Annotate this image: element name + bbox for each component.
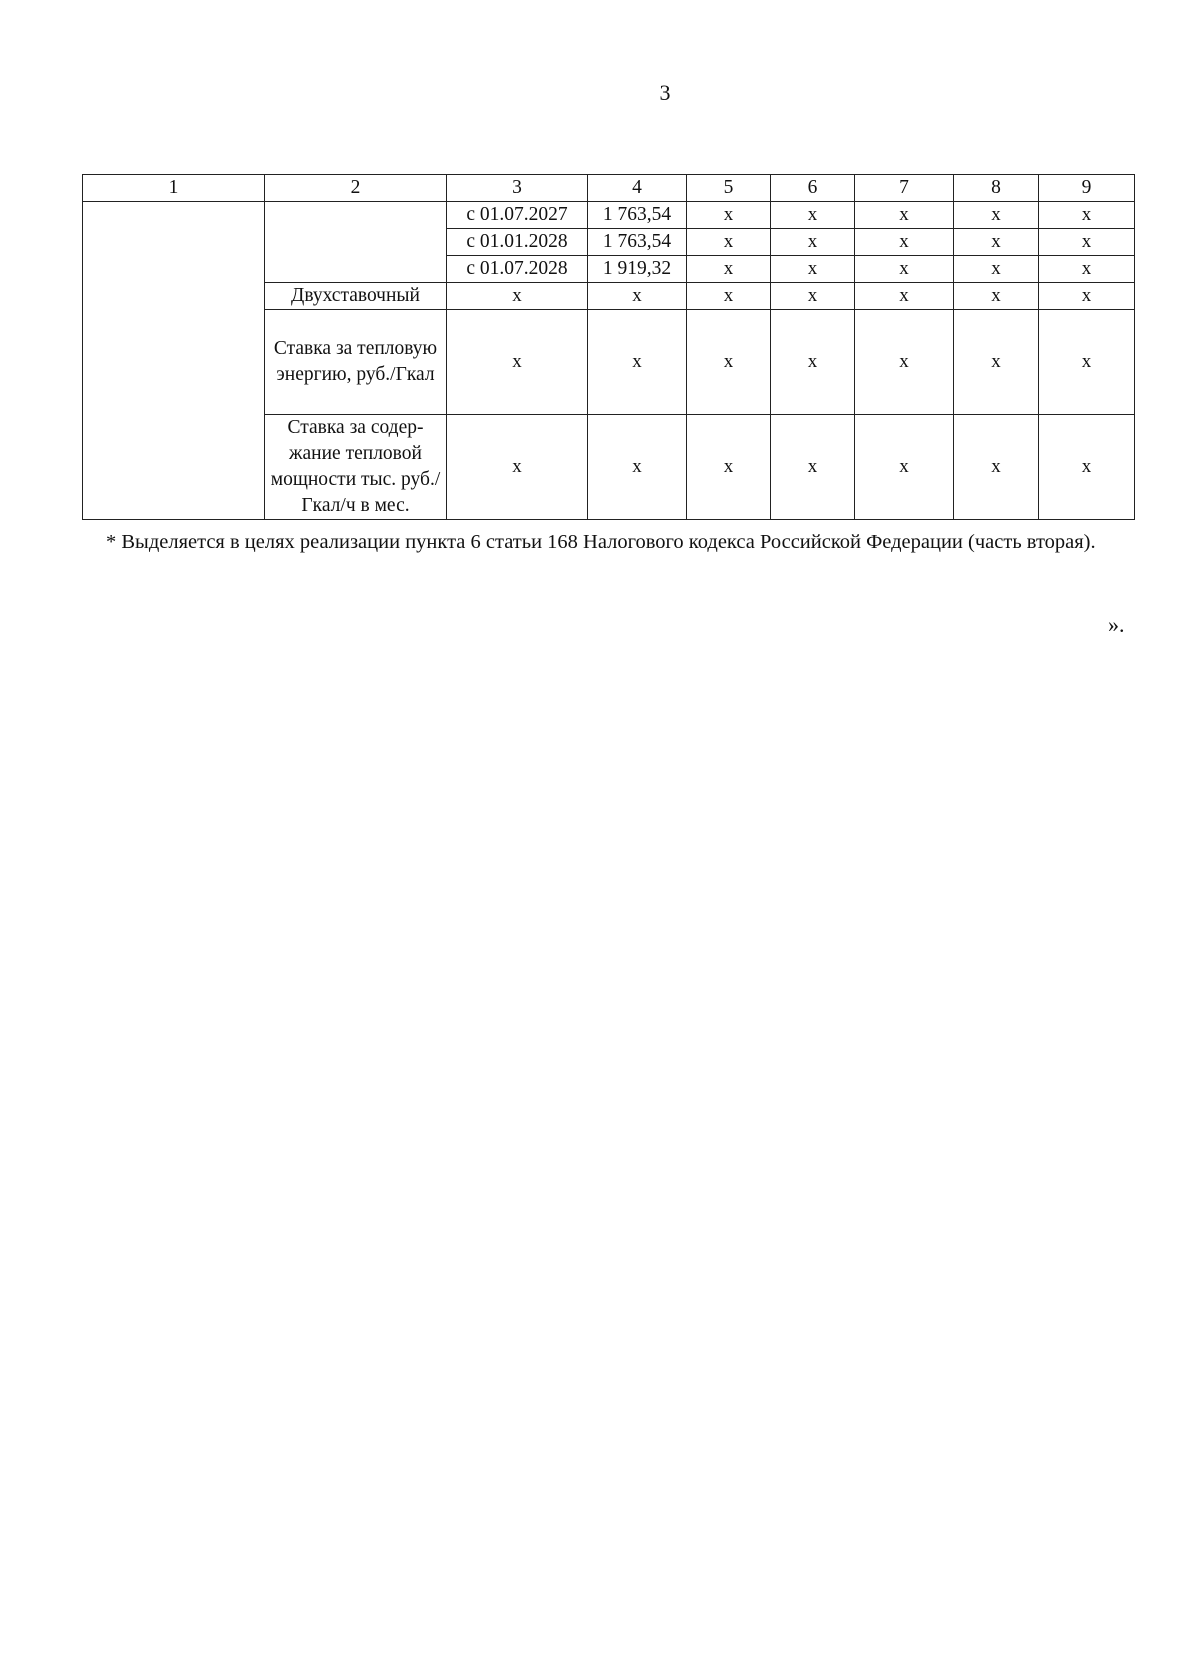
mark-cell: x [447,415,588,520]
header-cell: 8 [954,175,1039,202]
mark-cell: x [1039,283,1135,310]
mark-cell: x [954,310,1039,415]
period-cell: с 01.07.2027 [447,202,588,229]
mark-cell: x [588,310,687,415]
tariff-table [82,174,1135,520]
mark-cell: x [1039,229,1135,256]
value-cell: 1 763,54 [588,229,687,256]
mark-cell: x [447,283,588,310]
mark-cell: x [855,283,954,310]
mark-cell: x [954,202,1039,229]
mark-cell: x [1039,415,1135,520]
value-cell: 1 919,32 [588,256,687,283]
page-number: 3 [659,80,671,105]
mark-cell: x [687,310,771,415]
mark-cell: x [954,415,1039,520]
period-cell: с 01.07.2028 [447,256,588,283]
mark-cell: x [1039,256,1135,283]
mark-cell: x [588,415,687,520]
mark-cell: x [771,256,855,283]
mark-cell: x [1039,202,1135,229]
header-cell: 2 [265,175,447,202]
mark-cell: x [771,229,855,256]
capacity-rate-label: Ставка за содер-жание тепловой мощности тыс. руб./Гкал/ч в мес. [265,415,447,520]
period-cell: с 01.01.2028 [447,229,588,256]
mark-cell: x [771,202,855,229]
mark-cell: x [954,283,1039,310]
table-header-row [83,175,1135,202]
mark-cell: x [855,310,954,415]
mark-cell: x [687,229,771,256]
mark-cell: x [771,310,855,415]
mark-cell: x [687,415,771,520]
mark-cell: x [855,415,954,520]
mark-cell: x [1039,310,1135,415]
header-cell: 5 [687,175,771,202]
header-cell: 6 [771,175,855,202]
header-cell: 4 [588,175,687,202]
mark-cell: x [687,283,771,310]
header-cell: 7 [855,175,954,202]
energy-rate-label: Ставка за тепловую энергию, руб./Гкал [265,310,447,415]
mark-cell: x [855,256,954,283]
footnote: * Выделяется в целях реализации пункта 6 статьи 168 Налогового кодекса Российской Федерации (часть вторая). [106,531,1096,553]
table-row [83,202,1135,229]
col2-merged-blank-cell [265,202,447,283]
mark-cell: x [771,283,855,310]
rate-type-label: Двухставочный [265,283,447,310]
header-cell: 9 [1039,175,1135,202]
col1-merged-blank-cell [83,202,265,520]
mark-cell: x [855,202,954,229]
mark-cell: x [954,256,1039,283]
mark-cell: x [447,310,588,415]
mark-cell: x [588,283,687,310]
mark-cell: x [954,229,1039,256]
mark-cell: x [855,229,954,256]
header-cell: 1 [83,175,265,202]
mark-cell: x [771,415,855,520]
mark-cell: x [687,256,771,283]
value-cell: 1 763,54 [588,202,687,229]
closing-quote-mark: ». [1108,612,1125,637]
header-cell: 3 [447,175,588,202]
mark-cell: x [687,202,771,229]
